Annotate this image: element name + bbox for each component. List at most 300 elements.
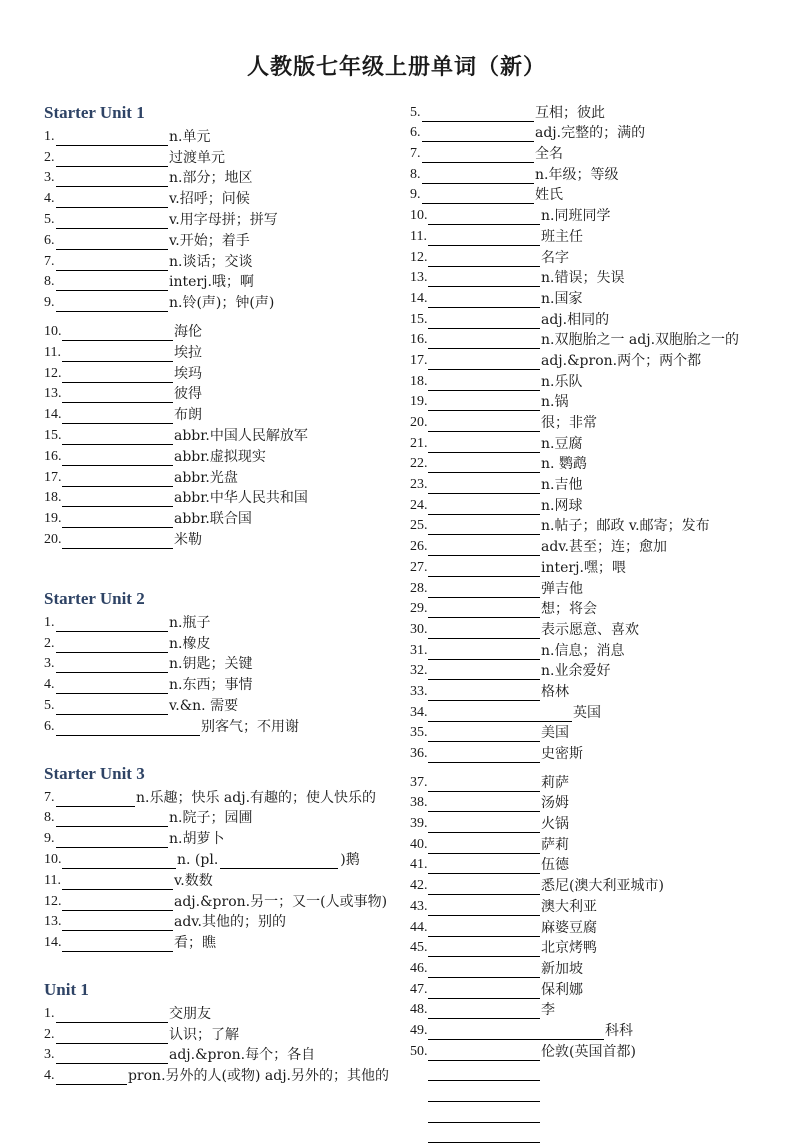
answer-blank[interactable] [56,1069,127,1085]
vocab-item [44,1023,389,1044]
vocab-item [410,771,780,792]
item-meaning: adj.完整的；满的 [535,125,646,142]
vocab-item [410,184,780,205]
item-meaning: interj.哦；啊 [169,274,254,291]
item-number: 40. [410,836,428,852]
vocab-item [410,701,780,722]
item-meaning: n.瓶子 [169,614,211,631]
vocab-item [44,466,389,487]
item-meaning: abbr.虚拟现实 [174,448,266,465]
answer-blank[interactable] [62,387,173,403]
item-number: 8. [410,166,421,182]
vocab-item [410,142,780,163]
item-number: 10. [44,851,62,867]
item-meaning: 伍德 [541,857,569,874]
vocab-item [410,937,780,958]
vocab-item [44,362,389,383]
item-meaning: 伦敦(英国首都) [541,1043,636,1060]
item-meaning: 想；将会 [541,601,597,618]
answer-blank[interactable] [428,921,540,937]
page-title: 人教版七年级上册单词（新） [246,55,546,80]
item-meaning: n.铃(声)；钟(声) [169,295,275,312]
item-number: 3. [44,1047,55,1063]
item-meaning: 北京烤鸭 [541,940,597,957]
answer-blank[interactable] [428,561,540,577]
vocab-item [44,383,389,404]
vocab-list-starter-unit-2 [44,611,389,736]
item-meaning: 认识；了解 [169,1026,239,1043]
vocab-list-starter-unit-1 [44,125,389,549]
answer-blank[interactable] [428,983,540,999]
item-meaning: 火锅 [541,816,569,833]
item-number: 2. [44,635,55,651]
answer-blank[interactable] [56,678,168,694]
item-number: 11. [44,872,61,888]
left-column [44,101,389,1085]
answer-blank[interactable] [62,429,173,445]
answer-blank[interactable] [62,853,176,869]
vocab-item [410,916,780,937]
vocab-item [410,473,780,494]
section-heading-starter-unit-3: Starter Unit 3 [44,763,145,783]
answer-blank[interactable] [428,1127,540,1143]
vocab-item [410,287,780,308]
item-meaning: n.同班同学 [541,208,611,225]
item-meaning: v.开始；着手 [169,232,250,249]
answer-blank[interactable] [428,726,540,742]
item-meaning: n.院子；园圃 [169,810,253,827]
answer-blank[interactable] [428,644,540,660]
section-heading-unit-1: Unit 1 [44,980,89,1000]
vocab-item [410,329,780,350]
answer-blank[interactable] [62,408,173,424]
item-number: 44. [410,919,428,935]
answer-blank[interactable] [422,147,534,163]
item-meaning: n. 鹦鹉 [541,456,587,473]
item-number: 25. [410,518,428,534]
item-number: 22. [410,456,428,472]
vocab-item [44,715,389,736]
item-number: 20. [410,415,428,430]
answer-blank[interactable] [56,832,168,848]
answer-blank[interactable] [56,720,200,736]
item-meaning: 弹吉他 [541,580,583,597]
item-number: 11. [44,344,61,360]
item-meaning: adj.&pron.每个；各自 [169,1047,316,1064]
vocab-item [410,122,780,143]
answer-blank[interactable] [428,623,540,639]
answer-blank[interactable] [62,450,173,466]
answer-blank[interactable] [428,395,540,411]
answer-blank[interactable] [428,1024,604,1040]
item-meaning: n.部分；地区 [169,170,253,187]
vocab-item [44,271,389,292]
item-number: 16. [44,448,62,464]
vocab-item [410,792,780,813]
item-meaning: 澳大利亚 [541,898,597,915]
vocab-item [44,125,389,146]
item-number: 6. [410,125,421,141]
answer-blank[interactable] [428,333,540,349]
answer-blank[interactable] [62,471,173,487]
answer-blank[interactable] [56,1007,168,1023]
item-number: 1. [44,1005,55,1021]
vocab-item [44,341,389,362]
item-meaning: n.国家 [541,290,583,307]
vocab-item [410,411,780,432]
item-number: 3. [44,170,55,186]
answer-blank[interactable] [428,230,540,246]
item-meaning: n.乐趣；快乐 adj.有趣的；使人快乐的 [136,789,377,806]
vocab-item [410,660,780,681]
vocab-item [410,515,780,536]
item-meaning: 李 [541,1002,555,1019]
item-number: 7. [410,146,421,162]
answer-blank[interactable] [428,519,540,535]
answer-blank[interactable] [428,817,540,833]
item-number: 14. [44,407,62,423]
answer-blank[interactable] [62,936,173,952]
answer-blank[interactable] [62,346,173,362]
vocab-item [410,999,780,1020]
item-number: 46. [410,960,428,976]
item-number: 5. [44,697,55,713]
vocab-item [410,535,780,556]
answer-blank[interactable] [62,367,173,383]
item-meaning: n.橡皮 [169,635,211,652]
answer-blank[interactable] [428,602,540,618]
answer-blank[interactable] [428,1003,540,1019]
item-number: 20. [44,531,62,547]
item-number: 8. [44,274,55,290]
vocab-item [410,267,780,288]
answer-blank[interactable] [56,255,168,271]
item-number: 12. [44,365,62,381]
vocab-item [44,320,389,341]
vocab-item [44,632,389,653]
item-meaning: n.吉他 [541,477,583,494]
item-meaning: n.东西；事情 [169,677,253,694]
item-meaning: 麻婆豆腐 [541,919,597,936]
vocab-item [44,229,389,250]
answer-blank[interactable] [56,130,168,146]
item-meaning: 班主任 [541,228,583,245]
answer-blank[interactable] [428,941,540,957]
vocab-item [410,1081,780,1102]
answer-blank[interactable] [56,296,168,312]
item-number: 38. [410,795,428,811]
answer-blank[interactable] [62,491,173,507]
item-meaning: adj.相同的 [541,311,610,328]
item-meaning: v.&n. 需要 [169,697,239,714]
answer-blank[interactable] [428,900,540,916]
item-meaning: 别客气；不用谢 [201,718,299,735]
answer-blank[interactable] [56,637,168,653]
answer-blank[interactable] [428,271,540,287]
item-number: 37. [410,774,428,790]
item-meaning: adv.甚至；连；愈加 [541,539,668,556]
item-number: 4. [44,191,55,207]
item-number: 34. [410,704,428,720]
item-number: 10. [44,323,62,339]
answer-blank[interactable] [428,540,540,556]
answer-blank[interactable] [62,895,173,911]
item-meaning: 米勒 [174,531,202,548]
item-meaning: n.乐队 [541,373,583,390]
item-number: 12. [410,249,428,265]
vocab-item [44,827,389,848]
answer-blank[interactable] [428,796,540,812]
vocab-item [44,208,389,229]
vocab-item [410,349,780,370]
item-meaning: n.错误；失误 [541,270,625,287]
item-number: 19. [44,511,62,527]
item-number: 26. [410,539,428,555]
answer-blank[interactable] [428,879,540,895]
item-meaning: 悉尼(澳大利亚城市) [541,878,664,895]
vocab-item [410,639,780,660]
item-number: 6. [44,718,55,734]
vocab-item [410,101,780,122]
answer-blank[interactable] [428,1045,540,1061]
answer-blank[interactable] [56,657,168,673]
answer-blank[interactable] [56,171,168,187]
item-number: 30. [410,621,428,637]
answer-blank[interactable] [428,1065,540,1081]
section-heading-starter-unit-2: Starter Unit 2 [44,588,145,608]
item-meaning: 格林 [541,683,569,700]
item-meaning: 全名 [535,146,563,163]
answer-blank[interactable] [422,188,534,204]
vocab-item [410,577,780,598]
vocab-item [410,978,780,999]
answer-blank[interactable] [428,1086,540,1102]
vocab-item [410,1019,780,1040]
vocab-item [44,250,389,271]
vocab-item [410,833,780,854]
answer-blank[interactable] [56,151,168,167]
answer-blank[interactable] [56,616,168,632]
vocab-item [410,1040,780,1061]
answer-blank[interactable] [428,457,540,473]
vocab-item [44,890,389,911]
item-meaning: interj.嘿；喂 [541,559,626,576]
answer-blank[interactable] [422,106,534,122]
item-number: 41. [410,857,428,873]
item-meaning-prefix: n. (pl. [177,851,219,868]
item-meaning: v.招呼；问候 [169,191,250,208]
answer-blank[interactable] [56,275,168,291]
vocab-item [410,854,780,875]
vocab-item [410,453,780,474]
vocab-item [44,673,389,694]
answer-blank[interactable] [428,747,540,763]
item-number: 1. [44,128,55,144]
item-number: 23. [410,477,428,493]
item-meaning: 彼得 [174,386,202,403]
vocab-item [44,403,389,424]
vocab-item [44,1064,389,1085]
vocab-item [410,895,780,916]
item-meaning: 名字 [541,249,569,266]
answer-blank[interactable] [56,1028,168,1044]
item-number: 24. [410,497,428,513]
item-number: 16. [410,332,428,348]
vocab-item [44,848,389,869]
item-number: 50. [410,1043,428,1059]
item-number: 36. [410,746,428,761]
item-number: 9. [410,187,421,203]
vocab-item [410,432,780,453]
item-meaning: n.网球 [541,497,583,514]
item-meaning: 美国 [541,725,569,742]
answer-blank[interactable] [62,874,173,890]
answer-blank[interactable] [428,685,540,701]
item-number: 12. [44,893,62,909]
answer-blank[interactable] [422,126,534,142]
answer-blank[interactable] [56,213,168,229]
item-number: 7. [44,789,55,805]
vocab-item [44,1044,389,1065]
item-meaning: n.单元 [169,128,211,145]
item-meaning: 很；非常 [541,415,597,431]
vocab-item [44,611,389,632]
vocab-item [44,1002,389,1023]
answer-blank[interactable] [428,209,540,225]
answer-blank[interactable] [62,325,173,341]
answer-blank[interactable] [428,251,540,267]
vocab-item [410,204,780,225]
vocab-item [44,291,389,312]
vocab-list-unit-1-continued [410,101,780,1143]
item-number: 10. [410,208,428,224]
item-meaning: 科科 [605,1022,633,1039]
answer-blank[interactable] [56,1048,168,1064]
answer-blank[interactable] [56,699,168,715]
answer-blank[interactable] [428,706,572,722]
answer-blank[interactable] [56,791,135,807]
vocab-list-starter-unit-3 [44,786,389,952]
item-number: 2. [44,1026,55,1042]
vocab-item [44,167,389,188]
item-meaning: 看；瞧 [174,935,216,952]
answer-blank[interactable] [56,811,168,827]
vocab-item [410,742,780,763]
item-meaning: 汤姆 [541,795,569,812]
item-number: 14. [410,290,428,306]
answer-blank[interactable] [428,313,540,329]
item-number: 42. [410,878,428,894]
answer-blank[interactable] [56,192,168,208]
item-meaning: 埃玛 [174,365,202,382]
section-heading-starter-unit-1: Starter Unit 1 [44,103,145,122]
item-meaning: adv.其他的；别的 [174,914,287,931]
item-number: 9. [44,295,55,311]
vocab-item [410,225,780,246]
item-meaning: 保利娜 [541,981,583,998]
vocab-item [410,1061,780,1082]
item-meaning: 过渡单元 [169,149,225,166]
item-meaning: n.谈话；交谈 [169,253,253,270]
answer-blank[interactable] [428,858,540,874]
item-number: 14. [44,935,62,951]
vocab-item [410,812,780,833]
answer-blank[interactable] [428,838,540,854]
vocab-item [44,653,389,674]
vocab-item [44,424,389,445]
answer-blank[interactable] [428,354,540,370]
item-meaning: 埃拉 [174,344,202,361]
vocab-list-unit-1 [44,1002,389,1085]
item-meaning: n.豆腐 [541,435,583,452]
answer-blank[interactable] [428,416,540,432]
answer-blank[interactable] [428,499,540,515]
item-meaning: n.年级；等级 [535,166,619,183]
item-number: 5. [44,211,55,227]
item-number: 8. [44,810,55,826]
item-number: 13. [44,386,62,402]
vocab-item [44,786,389,807]
item-number: 1. [44,614,55,630]
item-number: 18. [410,373,428,389]
answer-blank[interactable] [428,437,540,453]
item-meaning: abbr.中华人民共和国 [174,490,308,507]
answer-blank[interactable] [428,478,540,494]
item-number: 17. [410,352,428,368]
vocab-item [44,445,389,466]
vocab-item [410,494,780,515]
item-number: 4. [44,1068,55,1084]
item-meaning: 互相；彼此 [535,104,605,121]
item-number: 43. [410,898,428,914]
item-meaning: adj.&pron.另一；又一(人或事物) [174,893,388,910]
item-number: 39. [410,816,428,832]
item-number: 32. [410,663,428,679]
vocab-item [410,246,780,267]
item-number: 18. [44,490,62,506]
answer-blank[interactable] [62,512,173,528]
vocab-item [410,391,780,412]
answer-blank[interactable] [428,582,540,598]
right-column [410,101,780,1143]
vocab-item [410,556,780,577]
item-number: 33. [410,683,428,699]
answer-blank[interactable] [428,1107,540,1123]
answer-blank[interactable] [428,962,540,978]
answer-blank[interactable] [62,915,173,931]
vocab-item [44,869,389,890]
answer-blank[interactable] [56,234,168,250]
answer-blank[interactable] [428,292,540,308]
item-number: 31. [410,642,428,658]
answer-blank[interactable] [62,533,173,549]
item-meaning: n.信息；消息 [541,642,625,659]
item-meaning: 新加坡 [541,960,583,977]
answer-blank[interactable] [428,664,540,680]
item-meaning: pron.另外的人(或物) adj.另外的；其他的 [127,1068,389,1085]
item-meaning: 萨莉 [541,836,569,853]
item-meaning: 交朋友 [169,1005,211,1022]
item-number: 49. [410,1022,428,1038]
plural-answer-blank[interactable] [220,853,338,869]
vocab-item [44,487,389,508]
item-meaning: v.用字母拼；拼写 [169,211,278,228]
item-meaning: n.钥匙；关键 [169,656,253,673]
item-meaning: adj.&pron.两个；两个都 [541,352,702,369]
answer-blank[interactable] [428,375,540,391]
answer-blank[interactable] [428,776,540,792]
answer-blank[interactable] [422,168,534,184]
